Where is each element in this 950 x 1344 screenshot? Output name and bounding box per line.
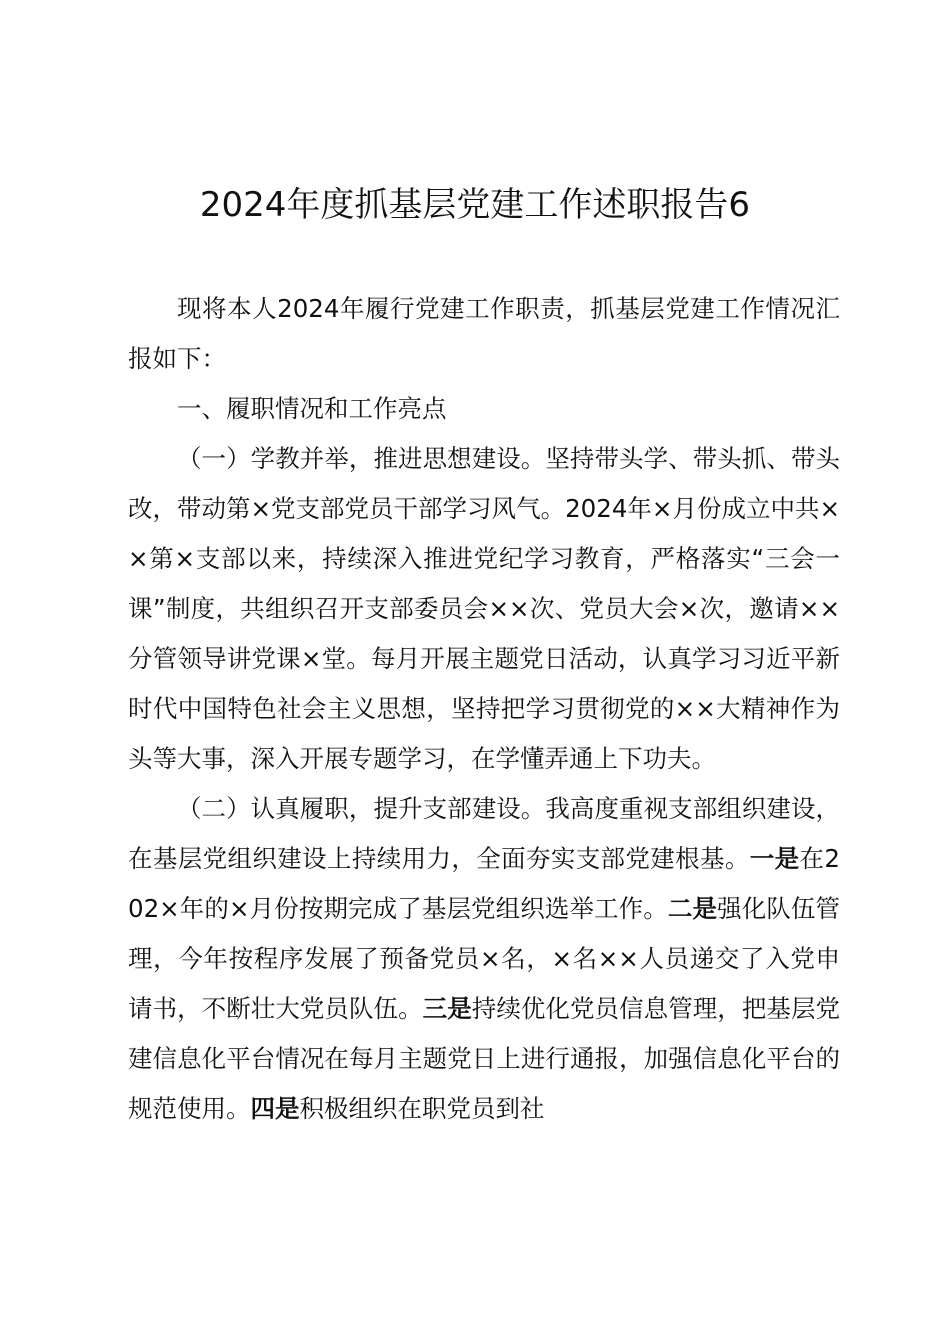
paragraph-2-lead: （二）认真履职，提升支部建设。我高度重视支部组织建设，在基层党组织建设上持续用力，全面夯实支部党建根基。 — [128, 794, 840, 873]
paragraph-2 — [128, 784, 840, 1134]
document-title: 2024年度抓基层党建工作述职报告6 — [199, 185, 751, 225]
point-1-label: 一是 — [749, 844, 800, 873]
point-4-text: 积极组织在职党员到社 — [299, 1094, 545, 1123]
paragraph-1: （一）学教并举，推进思想建设。坚持带头学、带头抓、带头改，带动第×党支部党员干部学习风气。2024年×月份成立中共××第×支部以来，持续深入推进党纪学习教育，严格落实“三会一课”制度，共组织召开支部委员会××次、党员大会×次，邀请××分管领导讲党课×堂。每月开展主题党日活动，认真学习习近平新时代中国特色社会主义思想，坚持把学习贯彻党的××大精神作为头等大事，深入开展专题学习，在学懂弄通上下功夫。 — [128, 444, 840, 773]
point-4-label: 四是 — [250, 1094, 300, 1123]
point-1-text: 在202×年的×月份按期完成了基层党组织选举工作。 — [128, 844, 841, 923]
point-3-text: 持续优化党员信息管理，把基层党建信息化平台情况在每月主题党日上进行通报，加强信息化平台的规范使用。 — [128, 994, 841, 1123]
document-body — [128, 284, 840, 1134]
intro-paragraph: 现将本人2024年履行党建工作职责，抓基层党建工作情况汇报如下： — [128, 294, 840, 373]
point-2-label: 二是 — [667, 894, 718, 923]
point-3-label: 三是 — [422, 994, 472, 1023]
point-2-text: 强化队伍管理，今年按程序发展了预备党员×名，×名××人员递交了入党申请书，不断壮大党员队伍。 — [128, 894, 841, 1023]
section-heading: 一、履职情况和工作亮点 — [177, 394, 447, 423]
